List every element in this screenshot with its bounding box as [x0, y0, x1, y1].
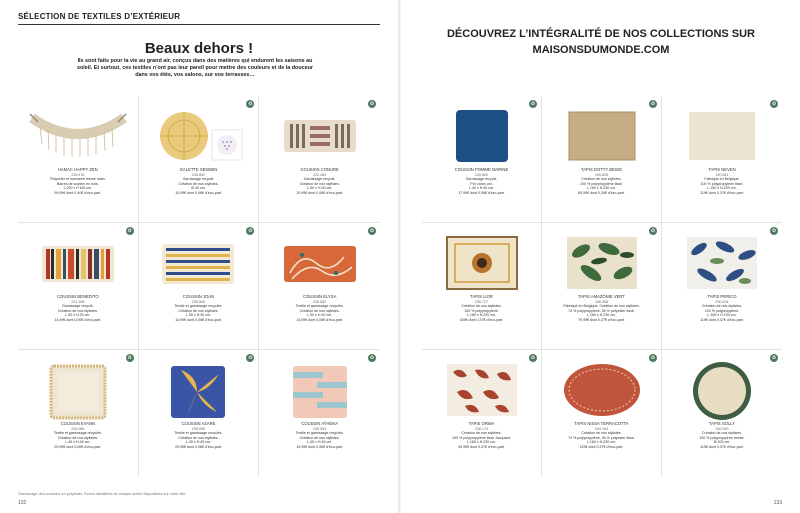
product-desc: Barres de soutien en bois. [56, 181, 99, 186]
product-dims: L.50 x H.30 cm. [307, 186, 333, 191]
product-dims: L.45 x H.45 cm. [65, 440, 91, 445]
product-dims: Ø 40 cm. [191, 186, 206, 191]
eco-leaf-icon: ♻ [771, 101, 777, 107]
product-desc: 74 % polypropylène, 26 % polyester tissé. [568, 435, 635, 440]
product-desc: 100 % polypropylène tissé. [580, 181, 623, 186]
eco-leaf-icon: ♻ [650, 355, 656, 361]
product-dims: L.160 x H.230 cm. [586, 440, 617, 445]
rug-image [445, 235, 519, 296]
product-price: 69,99€ dont 0,30€ d'éco-part. [578, 190, 625, 195]
product-dims: L.40 x H.40 cm. [468, 186, 495, 191]
product-desc: Textile et garnissage recyclés. [53, 431, 102, 436]
product-desc: Textile et garnissage recyclés. [174, 431, 223, 436]
product-card[interactable] [139, 96, 260, 223]
eco-leaf-icon: ♻ [248, 101, 253, 107]
product-desc: 100 % polypropylène tissé. [700, 181, 744, 186]
product-desc: Garnissage recyclé. [61, 304, 94, 309]
cushion-image [160, 241, 236, 292]
product-ref: 245.892 [191, 172, 205, 177]
product-desc: Création de nos stylistes. [299, 435, 340, 440]
product-card[interactable] [662, 350, 782, 477]
product-price: 79,99€ dont 0,37€ d'éco-part. [578, 317, 625, 322]
product-dims: L.160 x H.230 cm. [707, 186, 737, 191]
product-card[interactable] [422, 350, 542, 477]
intro-text: Ils sont faits pour la vie au grand air, conçus dans des matières qui endurent les saisons au soleil. Et surtout, ces textiles n’ont pas leur pareil pour mettre des couleurs et de la douceur dans vos étés, vos salons, sur vos terrasses… [76, 58, 314, 78]
product-desc: Création de nos stylistes. [299, 181, 340, 186]
product-card[interactable] [542, 350, 662, 477]
product-card[interactable] [662, 96, 782, 223]
product-ref: 239.089 [71, 426, 85, 431]
product-dims: L.45 x H.45 cm. [185, 440, 212, 445]
product-ref: 240.040 [715, 426, 729, 431]
product-card[interactable] [662, 223, 782, 350]
rug-image [567, 110, 637, 167]
rug-image [445, 362, 519, 423]
product-price: 15,99€ dont 0,06€ d'éco-part. [175, 190, 222, 195]
eco-leaf-icon: ♻ [248, 355, 253, 361]
product-desc: Création de nos stylistes. [461, 431, 502, 436]
product-price: 14,99€ dont 0,06€ d'éco-part. [175, 317, 222, 322]
eco-leaf-icon: ♻ [248, 228, 253, 234]
rug-image [687, 110, 757, 167]
product-name: COUSSIN AZARE [181, 421, 216, 426]
hammock-image [28, 110, 128, 165]
right-page [402, 0, 800, 513]
cushion-image [289, 362, 351, 427]
product-desc: Fabriqué en Belgique. [704, 177, 740, 182]
product-ref: 159.608 [595, 172, 608, 177]
product-dims: L.200 x P.100 cm. [63, 186, 93, 191]
product-price: 19,99€ dont 0,06€ d'éco-part. [296, 190, 344, 195]
product-ref: 240.661 [715, 172, 729, 177]
product-name: COUSSIN EVANN [60, 421, 95, 426]
product-ref: 243.154 [595, 426, 608, 431]
product-desc: Garnissage recyclé. [303, 177, 336, 182]
page-number: 133 [773, 500, 782, 506]
left-page [0, 0, 398, 513]
product-ref: 166.058 [595, 299, 608, 304]
eco-leaf-icon: ♻ [771, 355, 777, 361]
product-ref: 230.204 [715, 299, 729, 304]
product-price: 14,99€ dont 0,06€ d'éco-part. [54, 317, 102, 322]
product-card[interactable] [542, 223, 662, 350]
cushion-image [452, 106, 512, 171]
product-ref: 230.660 [475, 172, 488, 177]
product-name: HAMAC HAPPY ZEN [57, 167, 98, 172]
product-desc: Création de nos stylistes. [581, 431, 622, 436]
product-ref: 236.552 [313, 299, 327, 304]
eco-leaf-icon: ♻ [650, 101, 656, 107]
product-name: COUSSIN ATHENA [301, 421, 338, 426]
product-desc: 100 % polypropylène. [704, 308, 740, 313]
rug-image [565, 235, 639, 296]
product-dims: L.160 x H.230 cm. [466, 440, 497, 445]
section-title: SÉLECTION DE TEXTILES D’EXTÉRIEUR [18, 12, 181, 21]
divider [18, 24, 380, 25]
product-card[interactable] [18, 96, 139, 223]
product-dims: L.45 x H.45 cm. [307, 440, 333, 445]
product-dims: L.50 x H.30 cm. [185, 313, 212, 318]
product-dims: L.160 x H.230 cm. [586, 186, 617, 191]
product-dims: L.160 x H.230 cm. [466, 313, 497, 318]
product-price: 19,99€ dont 0,06€ d'éco-part. [296, 444, 344, 449]
product-desc: Garnissage recyclé. [182, 177, 215, 182]
product-name: TAPIS SOLLY [708, 421, 736, 426]
product-dims: L.160 x H.230 cm. [707, 313, 737, 318]
product-name: TAPIS DOTTY BEIGE [580, 167, 623, 172]
rug-image [685, 235, 759, 296]
product-name: TAPIS NEVEN [708, 167, 736, 172]
product-desc: Textile et garnissage recyclés. [295, 431, 344, 436]
left-product-grid [18, 96, 380, 477]
product-name: COUSSIN JOAN [182, 294, 215, 299]
product-ref: 236.174 [475, 426, 488, 431]
product-price: 14,99€ dont 0,06€ d'éco-part. [296, 317, 344, 322]
product-desc: Fabriqué en Belgique. Création de nos stylistes. [563, 304, 640, 309]
product-card[interactable] [259, 350, 380, 477]
product-name: COUSSIN POMME MARINE [454, 167, 509, 172]
product-ref: 236.508 [191, 299, 205, 304]
product-ref: 222.463 [313, 172, 327, 177]
collection-headline [402, 26, 800, 58]
eco-leaf-icon: ♻ [771, 228, 777, 234]
product-desc: Textile et garnissage recyclés. [295, 304, 344, 309]
product-price: 29,99€ dont 0,06€ d'éco-part. [175, 444, 222, 449]
product-name: TAPIS LIOR [470, 294, 493, 299]
product-price: 159€ dont 0,37€ d'éco-part. [459, 317, 504, 322]
product-desc: 74 % polypropylène, 26 % polyester tissé. [568, 308, 635, 313]
product-card[interactable] [542, 96, 662, 223]
product-card[interactable] [422, 96, 542, 223]
product-desc: 100 % polypropylène. [464, 308, 499, 313]
product-card[interactable] [18, 350, 139, 477]
product-dims: L.50 x H.30 cm. [65, 313, 91, 318]
eco-leaf-icon: ♻ [127, 228, 132, 234]
product-desc: Création de nos stylistes. [461, 304, 502, 309]
product-desc: Création de nos stylistes. [701, 304, 743, 309]
eco-leaf-icon: ♻ [530, 101, 536, 107]
product-price: 17,99€ dont 0,06€ d'éco-part. [458, 190, 505, 195]
product-dims: Ø 200 cm. [713, 440, 731, 445]
product-price: 119€ dont 0,37€ d'éco-part. [700, 317, 744, 322]
product-desc: 100 % polypropylène tressé. [699, 435, 745, 440]
product-dims: L.160 x H.230 cm. [586, 313, 617, 318]
eco-leaf-icon: ♻ [369, 355, 375, 361]
product-price: 129€ dont 0,37€ d'éco-part. [579, 444, 624, 449]
footnote: Garnissage des coussins en polyester. Fiches détaillées de chaque article disponibles sur notre site. [18, 492, 187, 496]
product-price: 49,99€ dont 0,37€ d'éco-part. [458, 444, 505, 449]
cushion-image [282, 116, 358, 161]
product-price: 99,99€ dont 0,40€ d'éco-part. [54, 190, 102, 195]
product-desc: Création de nos stylistes. [581, 177, 622, 182]
product-price: 119€ dont 0,37€ d'éco-part. [700, 444, 744, 449]
product-card[interactable] [422, 223, 542, 350]
page-number: 132 [18, 500, 27, 506]
product-dims: L.50 x H.30 cm. [307, 313, 333, 318]
eco-leaf-icon: ♻ [650, 228, 656, 234]
product-desc: 100 % polypropylène tissé Jacquard. [452, 435, 511, 440]
rug-image [562, 362, 642, 423]
product-desc: Création de nos stylistes. [178, 181, 219, 186]
product-ref: 236.727 [475, 299, 488, 304]
product-card[interactable] [139, 223, 260, 350]
product-desc: Création de nos stylistes. [57, 435, 98, 440]
product-desc: Polyester et macramé tressé main. [50, 177, 106, 182]
page-headline: Beaux dehors ! [144, 40, 254, 57]
product-desc: Création de nos stylistes. [701, 431, 743, 436]
product-desc: Création de nos stylistes. [57, 308, 98, 313]
product-price: 119€ dont 0,37€ d'éco-part. [700, 190, 744, 195]
seat-pad-image [150, 108, 246, 169]
eco-leaf-icon: ♻ [369, 228, 375, 234]
product-ref: 239.555 [191, 426, 205, 431]
product-price: 29,99€ dont 0,06€ d'éco-part. [54, 444, 102, 449]
headline-line: DÉCOUVREZ L’INTÉGRALITÉ DE NOS COLLECTIONS SUR [446, 28, 756, 40]
eco-leaf-icon: ♻ [127, 355, 132, 361]
product-name: COUSSIN BENEDITO [57, 294, 99, 299]
website-link[interactable]: MAISONSDUMONDE.COM [532, 44, 670, 56]
rug-image [691, 360, 753, 427]
product-card[interactable] [259, 223, 380, 350]
product-desc: Garnissage recyclé. [465, 177, 498, 182]
product-desc: Création de nos stylistes. [299, 308, 340, 313]
product-card[interactable] [139, 350, 260, 477]
eco-leaf-icon: ♻ [369, 101, 375, 107]
eco-leaf-icon: ♻ [530, 355, 536, 361]
product-name: TAPIS ORWA [468, 421, 495, 426]
cushion-image [40, 243, 116, 290]
product-card[interactable] [259, 96, 380, 223]
product-ref: 235.476 [71, 172, 85, 177]
cushion-image [282, 243, 358, 290]
product-name: TAPIS NISSA TERRACOTTA [574, 421, 629, 426]
product-desc: Pur coton uni. [470, 181, 493, 186]
product-name: TAPIS AMAZONIE VERT [578, 294, 625, 299]
product-desc: Création de nos stylistes. [178, 308, 219, 313]
product-card[interactable] [18, 223, 139, 350]
product-name: TAPIS PERICO [707, 294, 737, 299]
product-name: GALETTE SENNEN [179, 167, 218, 172]
product-name: COUSSIN ELYSA [302, 294, 337, 299]
product-desc: Création de nos stylistes. [178, 435, 219, 440]
right-product-grid [422, 96, 782, 477]
product-ref: 231.188 [71, 299, 85, 304]
product-desc: Textile et garnissage recyclés. [174, 304, 223, 309]
product-ref: 239.553 [313, 426, 327, 431]
product-name: COUSSIN CONURE [300, 167, 339, 172]
cushion-image [167, 362, 229, 427]
cushion-image [47, 362, 109, 427]
